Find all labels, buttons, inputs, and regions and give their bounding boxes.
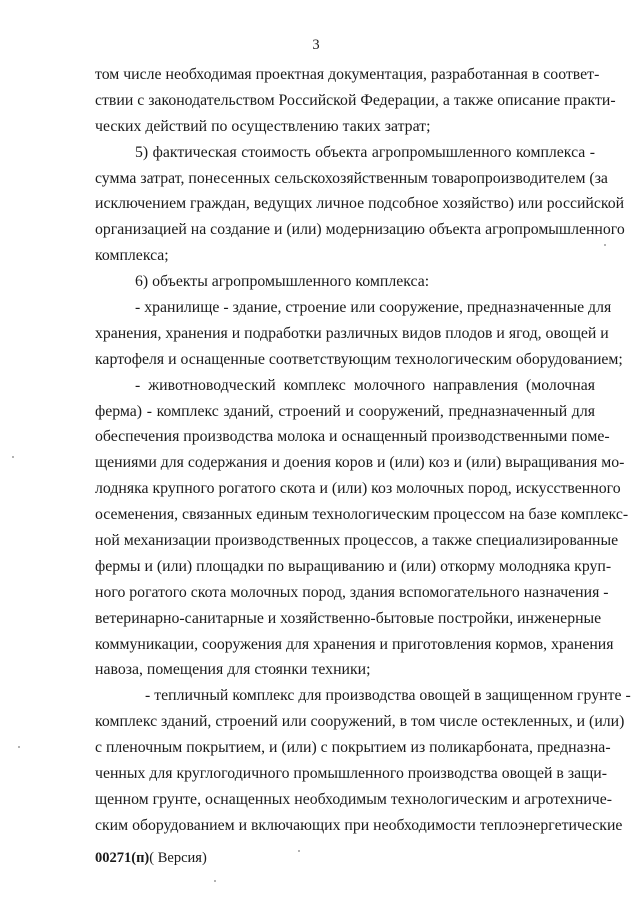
text-line: - хранилище - здание, строение или сооружение, предназначенные для bbox=[135, 299, 612, 317]
text-line: 6) объекты агропромышленного комплекса: bbox=[135, 273, 430, 291]
text-line: картофеля и оснащенные соответствующим технологическим оборудованием; bbox=[95, 350, 623, 368]
text-line: исключением граждан, ведущих личное подсобное хозяйство) или российской bbox=[95, 195, 625, 213]
document-code-version: ( Версия) bbox=[149, 850, 207, 866]
document-code bbox=[95, 849, 207, 867]
text-line: - животноводческий комплекс молочного направления (молочная bbox=[135, 376, 595, 394]
text-line: фермы и (или) площадки по выращиванию и (или) откорму молодняка круп- bbox=[95, 557, 612, 575]
scan-speck bbox=[298, 850, 300, 852]
text-line: щениями для содержания и доения коров и (или) коз и (или) выращивания мо- bbox=[95, 454, 625, 472]
text-line: сумма затрат, понесенных сельскохозяйственным товаропроизводителем (за bbox=[95, 169, 608, 187]
text-line: том числе необходимая проектная документация, разработанная в соответ- bbox=[95, 66, 600, 83]
page-number: 3 bbox=[312, 37, 320, 53]
text-line: ного рогатого скота молочных пород, здания вспомогательного назначения - bbox=[95, 583, 609, 601]
text-line: ферма) - комплекс зданий, строений и сооружений, предназначенный для bbox=[95, 402, 595, 420]
document-code-number: 00271(п) bbox=[95, 850, 150, 866]
text-line: комплекса; bbox=[95, 247, 169, 265]
text-line: обеспечения производства молока и оснащенный производственными поме- bbox=[95, 428, 610, 446]
text-line: осеменения, связанных единым технологическим процессом на базе комплекс- bbox=[95, 506, 629, 524]
scan-speck bbox=[18, 746, 20, 748]
text-line: - тепличный комплекс для производства овощей в защищенном грунте - bbox=[145, 687, 631, 705]
text-line: с пленочным покрытием, и (или) с покрытием из поликарбоната, предназна- bbox=[95, 739, 611, 757]
text-line: ченных для круглогодичного промышленного производства овощей в защи- bbox=[95, 765, 607, 783]
text-line: навоза, помещения для стоянки техники; bbox=[95, 661, 371, 679]
text-line: щенном грунте, оснащенных необходимым технологическим и агротехниче- bbox=[95, 790, 612, 808]
text-line: ческих действий по осуществлению таких затрат; bbox=[95, 117, 431, 135]
scan-speck bbox=[604, 244, 606, 246]
text-line: лодняка крупного рогатого скота и (или) коз молочных пород, искусственного bbox=[95, 480, 621, 498]
scan-speck bbox=[214, 880, 216, 882]
text-line: ветеринарно-санитарные и хозяйственно-бытовые постройки, инженерные bbox=[95, 609, 602, 627]
text-line: комплекс зданий, строений или сооружений, в том числе остекленных, и (или) bbox=[95, 713, 625, 731]
body-text bbox=[95, 62, 631, 839]
text-line: 5) фактическая стоимость объекта агропромышленного комплекса - bbox=[135, 143, 595, 161]
text-line: организацией на создание и (или) модернизацию объекта агропромышленного bbox=[95, 221, 625, 239]
text-line: ским оборудованием и включающих при необходимости теплоэнергетические bbox=[95, 816, 623, 834]
text-line: хранения, хранения и подработки различных видов плодов и ягод, овощей и bbox=[95, 324, 609, 342]
scan-speck bbox=[12, 456, 14, 458]
text-line: коммуникации, сооружения для хранения и приготовления кормов, хранения bbox=[95, 635, 614, 653]
text-line: ной механизации производственных процессов, а также специализированные bbox=[95, 532, 619, 550]
text-line: ствии с законодательством Российской Федерации, а также описание практи- bbox=[95, 91, 616, 109]
